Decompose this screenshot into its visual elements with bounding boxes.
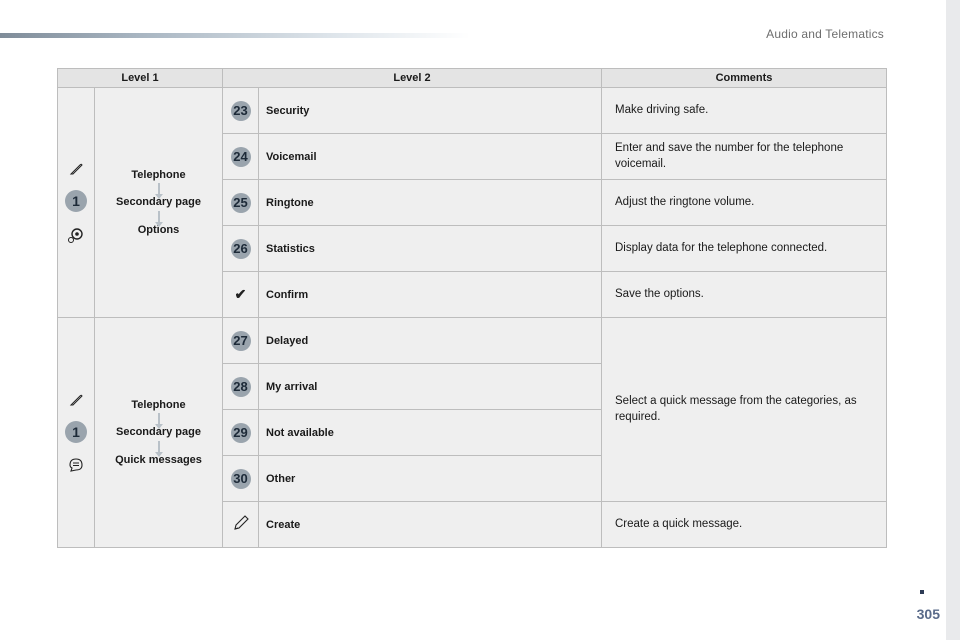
row-comment: Enter and save the number for the telephone voicemail.: [602, 134, 887, 180]
row-label: Other: [259, 456, 602, 502]
row-badge-cell: [223, 180, 259, 226]
down-arrow-icon: [158, 413, 160, 425]
row-label: Ringtone: [259, 180, 602, 226]
gear-options-icon: [67, 226, 85, 244]
row-label: Security: [259, 88, 602, 134]
menu-path-telephone: Telephone: [131, 169, 186, 182]
row-badge-cell: [223, 364, 259, 410]
section-title: Audio and Telematics: [766, 27, 884, 41]
column-header-level2: Level 2: [223, 69, 602, 88]
row-badge: 24: [231, 147, 251, 167]
row-badge-cell: [223, 410, 259, 456]
row-badge: 28: [231, 377, 251, 397]
phone-handset-icon: [69, 162, 83, 176]
row-badge: 26: [231, 239, 251, 259]
row-label: Create: [259, 502, 602, 548]
row-label: Not available: [259, 410, 602, 456]
row-comment: Save the options.: [602, 272, 887, 318]
level1-menu-path: [95, 88, 223, 318]
row-badge: 27: [231, 331, 251, 351]
header-accent-bar: [0, 33, 470, 38]
row-badge-cell: [223, 226, 259, 272]
shared-comment: Select a quick message from the categories, as required.: [602, 318, 887, 502]
down-arrow-icon: [158, 211, 160, 223]
row-comment: Adjust the ringtone volume.: [602, 180, 887, 226]
level1-badge: 1: [65, 421, 87, 443]
level1-badge: 1: [65, 190, 87, 212]
row-badge: 30: [231, 469, 251, 489]
row-label: Delayed: [259, 318, 602, 364]
table-row: [58, 88, 887, 134]
level1-icons-cell: [58, 88, 95, 318]
level1-icons-cell: [58, 318, 95, 548]
level1-menu-path: [95, 318, 223, 548]
column-header-comments: Comments: [602, 69, 887, 88]
row-comment: Create a quick message.: [602, 502, 887, 548]
row-label: My arrival: [259, 364, 602, 410]
row-comment: Make driving safe.: [602, 88, 887, 134]
menu-path-secondary-page: Secondary page: [116, 196, 201, 209]
row-label: Statistics: [259, 226, 602, 272]
phone-handset-icon: [69, 393, 83, 407]
menu-path-options: Options: [137, 223, 180, 236]
row-comment: Display data for the telephone connected.: [602, 226, 887, 272]
row-badge: 29: [231, 423, 251, 443]
row-badge: 25: [231, 193, 251, 213]
column-header-level1: Level 1: [58, 69, 223, 88]
page-edge-strip: [946, 0, 960, 640]
row-badge-cell: [223, 456, 259, 502]
table-header-row: [58, 69, 887, 88]
row-icon-cell: [223, 502, 259, 548]
row-badge-cell: [223, 134, 259, 180]
pencil-icon: [233, 515, 249, 531]
row-icon-cell: [223, 272, 259, 318]
page-marker: [920, 590, 924, 594]
menu-path-quick-messages: Quick messages: [115, 453, 202, 466]
row-badge-cell: [223, 88, 259, 134]
down-arrow-icon: [158, 441, 160, 453]
message-list-icon: [67, 457, 85, 473]
menu-path-telephone: Telephone: [131, 399, 186, 412]
checkmark-icon: ✔: [234, 286, 247, 302]
menu-path-secondary-page: Secondary page: [116, 426, 201, 439]
row-label: Confirm: [259, 272, 602, 318]
menu-table: [57, 68, 887, 548]
down-arrow-icon: [158, 183, 160, 195]
page-number: 305: [916, 606, 940, 622]
row-label: Voicemail: [259, 134, 602, 180]
row-badge: 23: [231, 101, 251, 121]
row-badge-cell: [223, 318, 259, 364]
table-row: [58, 318, 887, 364]
